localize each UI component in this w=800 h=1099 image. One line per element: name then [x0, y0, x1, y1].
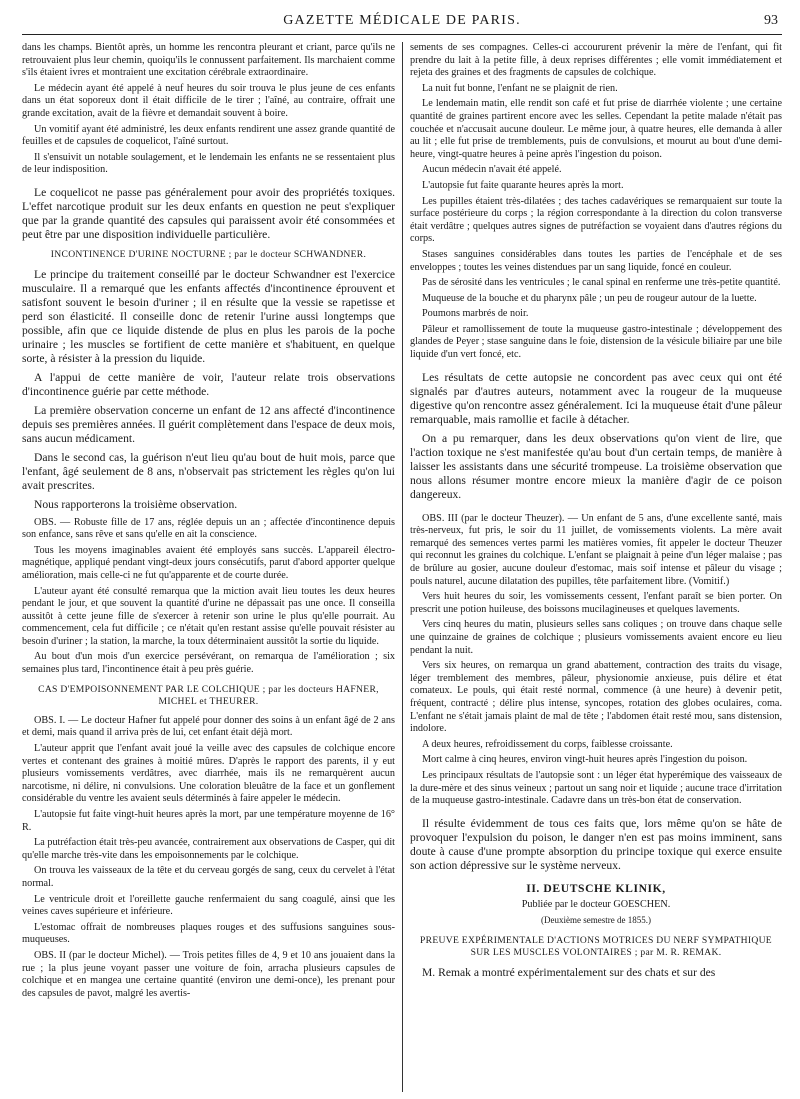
section-heading	[22, 684, 395, 709]
paragraph: sements de ses compagnes. Celles-ci accoururent prévenir la mère de l'enfant, qui fit prendre du lait à la petite fille, à deux reprises différentes ; elle vomit immédiatement et rejeta des graines et des fragments de capsules de colchique.	[410, 42, 782, 79]
paragraph: La première observation concerne un enfant de 12 ans affecté d'incontinence depuis ses premières années. Il guérit complètement dans l'espace de deux mois, sans aucun médicament.	[22, 403, 395, 445]
section-heading: INCONTINENCE D'URINE NOCTURNE ; par le docteur SCHWANDNER.	[50, 248, 367, 260]
journal-heading: II. DEUTSCHE KLINIK,	[526, 881, 666, 895]
paragraph: L'autopsie fut faite vingt-huit heures après la mort, par une température moyenne de 16° R.	[22, 809, 395, 833]
section-heading	[410, 935, 782, 960]
section-heading-line: PREUVE EXPÉRIMENTALE D'ACTIONS MOTRICES DU NERF SYMPATHIQUE	[420, 934, 772, 946]
paragraph: Un vomitif ayant été administré, les deux enfants rendirent une assez grande quantité de feuilles et de capsules de coquelicot, l'aîné surtout.	[22, 123, 395, 148]
paragraph: Nous rapporterons la troisième observation.	[34, 497, 238, 511]
section-heading-line: CAS D'EMPOISONNEMENT PAR LE COLCHIQUE ; par les docteurs HAFNER,	[38, 683, 379, 695]
paragraph: Le coquelicot ne passe pas généralement pour avoir des propriétés toxiques. L'effet narcotique produit sur les deux enfants en question ne peut s'expliquer que par la grande quantité des capsules qui paraissent avoir été consommées et peut être par une disposition individuelle particulière.	[22, 185, 395, 241]
paragraph: Vers cinq heures du matin, plusieurs selles sans coliques ; on trouve dans chaque selle une quinzaine de graines de colchique ; plusieurs vomissements avaient encore eu lieu pendant la nuit.	[410, 619, 782, 656]
paragraph: Le médecin ayant été appelé à neuf heures du soir trouva le plus jeune de ces enfants dans un état soporeux dont il était difficile de le tirer ; l'aîné, au contraire, offrait une grande excitation, avait de la fièvre et demandait souvent à boire.	[22, 82, 395, 119]
paragraph: OBS. II (par le docteur Michel). — Trois petites filles de 4, 9 et 10 ans jouaient dans la rue ; la plus jeune voyant passer une voiture de foin, arracha plusieurs capsules de colchique et en mangea une certaine quantité (environ une demi-once), les prenant pour des capsules de pavot, malgré les avertis-	[22, 949, 395, 999]
journal-title: GAZETTE MÉDICALE DE PARIS.	[283, 13, 521, 28]
section-heading-line: SUR LES MUSCLES VOLONTAIRES ; par M. R. REMAK.	[470, 947, 722, 959]
paragraph: A deux heures, refroidissement du corps, faiblesse croissante.	[422, 738, 673, 750]
paragraph: A l'appui de cette manière de voir, l'auteur relate trois observations d'incontinence guérie par cette méthode.	[22, 370, 395, 398]
paragraph: L'auteur ayant été consulté remarqua que la miction avait lieu toutes les deux heures pendant le jour, et que souvent la quantité d'urine ne dépassait pas une once. Il conseilla aussitôt à cette jeune fille de s'exercer à retenir son urine le plus qu'elle pourrait. Au commencement, cela fut difficile ; ce n'était qu'en restant assise qu'elle pouvait résister au besoin d'uriner ; la station, la marche, la toux déterminaient aussitôt la sortie du liquide.	[22, 585, 395, 647]
paragraph: Vers six heures, on remarqua un grand abattement, contraction des traits du visage, léger tremblement des membres, pâleur, physionomie anxieuse, puis délire et état comateux. Le pouls, qui était resté normal, commence (à une heure) à devenir petit, fréquent, contracté ; délire plus intense, syncopes, rotation des globes oculaires, coma. L'enfant ne s'était jamais plaint de mal de tête ; l'abdomen était resté mou, sans distension, indolore.	[410, 660, 782, 735]
page-number: 93	[764, 13, 778, 28]
paragraph: L'auteur apprit que l'enfant avait joué la veille avec des capsules de colchique encore vertes et contenant des graines à moitié mûres. D'après le rapport des parents, il y eut plusieurs vomissements verdâtres, avec diarrhée, mais ils ne remarquèrent aucun narcotisme, ni délire, ni convulsions. Une coloration bleuâtre de la face et un gonflement considérable du ventre les avaient seuls déterminés à faire appeler le médecin.	[22, 743, 395, 805]
paragraph: Les résultats de cette autopsie ne concordent pas avec ceux qui ont été signalés par d'autres auteurs, notamment avec la rougeur de la muqueuse digestive qu'on rencontre assez généralement. Ici la muqueuse était d'une pâleur remarquable, mais ramollie et facile à détacher.	[410, 370, 782, 426]
paragraph: La putréfaction était très-peu avancée, contrairement aux observations de Casper, qui dit qu'elle marche très-vite dans les empoisonnements par le colchique.	[22, 837, 395, 861]
paragraph: Dans le second cas, la guérison n'eut lieu qu'au bout de huit mois, parce que l'enfant, âgé seulement de 8 ans, n'observait pas strictement les règles qu'on lui avait prescrites.	[22, 450, 395, 492]
paragraph: Tous les moyens imaginables avaient été employés sans succès. L'appareil électro-magnétique, appliqué pendant vingt-deux jours consécutifs, parut d'abord apporter quelque amélioration, mais celle-ci ne fut qu'apparente et de courte durée.	[22, 544, 395, 581]
paragraph: On a pu remarquer, dans les deux observations qu'on vient de lire, que l'action toxique ne s'est manifestée qu'au bout d'un certain temps, de manière à laisser les assistants dans une sécurité trompeuse. La troisième observation que nous allons résumer montre encore mieux la manière d'agir de ce poison dangereux.	[410, 431, 782, 501]
paragraph: dans les champs. Bientôt après, un homme les rencontra pleurant et criant, parce qu'ils ne retrouvaient plus leur chemin, quoiqu'ils le connussent parfaitement. Ils marchaient comme s'ils étaient ivres et montraient une excitation cérébrale extraordinaire.	[22, 42, 395, 79]
left-column	[22, 42, 395, 1092]
paragraph: Mort calme à cinq heures, environ vingt-huit heures après l'ingestion du poison.	[422, 754, 748, 766]
column-divider	[402, 42, 403, 1092]
paragraph: OBS. III (par le docteur Theuzer). — Un enfant de 5 ans, d'une excellente santé, mais très-nerveux, fut pris, le soir du 11 juillet, de vomissements violents. La mère avait remarqué des semences vertes parmi les matières vomies, fit appeler le docteur Theuzer qui reconnut les graines du colchique. L'enfant se plaignait à peine d'un léger malaise ; pas de brûlure au gosier, aucune douleur d'estomac, mais soif intense et pâleur du visage ; pouls naturel, aucune dilatation des pupilles, tête parfaitement libre. (Vomitif.)	[410, 512, 782, 587]
paragraph: Le principe du traitement conseillé par le docteur Schwandner est l'exercice musculaire. Il a remarqué que les enfants affectés d'incontinence éprouvent et satisfont souvent le besoin d'uriner ; il en résulte que la vessie se rapetisse et perd son élasticité. Il conseille donc de retenir l'urine aussi longtemps que possible, afin que ce liquide distende de plus en plus les parois de la poche urinaire ; les muscles se fortifient de cette manière et s'habituent, en quelque sorte, à résister à la pression du liquide.	[22, 267, 395, 365]
running-header	[22, 12, 782, 35]
paragraph: Les pupilles étaient très-dilatées ; des taches cadavériques se remarquaient sur toute la surface postérieure du corps ; la région correspondante à la direction du colon transverse était verdâtre ; quelques autres signes de putréfaction se voyaient dans d'autres régions du corps.	[410, 195, 782, 245]
paragraph: Aucun médecin n'avait été appelé.	[422, 164, 562, 176]
paragraph: Il résulte évidemment de tous ces faits que, lors même qu'on se hâte de provoquer l'expulsion du poison, le danger n'en est pas moins imminent, sans doute à cause d'une prompte absorption du principe toxique qui exerce ensuite son action dépressive sur le système nerveux.	[410, 816, 782, 872]
paragraph: M. Remak a montré expérimentalement sur des chats et sur des	[422, 965, 716, 979]
paragraph: L'estomac offrait de nombreuses plaques rouges et des suffusions sanguines sous-muqueuses.	[22, 921, 395, 946]
paragraph: L'autopsie fut faite quarante heures après la mort.	[422, 179, 624, 191]
paragraph: OBS. — Robuste fille de 17 ans, réglée depuis un an ; affectée d'incontinence depuis son enfance, sans rêve et sans qu'elle en ait la conscience.	[22, 516, 395, 541]
paragraph: Poumons marbrés de noir.	[422, 308, 529, 320]
publisher-line: Publiée par le docteur GOESCHEN.	[521, 899, 671, 911]
paragraph: Le ventricule droit et l'oreillette gauche renfermaient du sang coagulé, ainsi que les veines caves supérieure et inférieure.	[22, 893, 395, 918]
paragraph: Muqueuse de la bouche et du pharynx pâle ; un peu de rougeur autour de la luette.	[422, 292, 757, 304]
paragraph: On trouva les vaisseaux de la tête et du cerveau gorgés de sang, ceux du cervelet à l'état normal.	[22, 865, 395, 889]
semester-line: (Deuxième semestre de 1855.)	[541, 914, 651, 925]
right-column	[410, 42, 782, 1092]
paragraph: Pâleur et ramollissement de toute la muqueuse gastro-intestinale ; développement des glandes de Peyer ; stase sanguine dans le foie, distension de la vésicule biliaire par une bile liquide d'un vert foncé, etc.	[410, 323, 782, 361]
paragraph: Vers huit heures du soir, les vomissements cessent, l'enfant paraît se bien porter. On prescrit une potion huileuse, des boissons mucilagineuses et quelques lavements.	[410, 591, 782, 615]
paragraph: Il s'ensuivit un notable soulagement, et le lendemain les enfants ne se ressentaient plus de leur indisposition.	[22, 151, 395, 176]
paragraph: Pas de sérosité dans les ventricules ; le canal spinal en renferme une très-petite quantité.	[422, 277, 781, 289]
section-heading-line: MICHEL et THEURER.	[158, 696, 259, 708]
paragraph: Stases sanguines considérables dans toutes les parties de l'encéphale et de ses enveloppes ; toutes les veines distendues par un sang liquide, foncé en couleur.	[410, 248, 782, 273]
paragraph: Le lendemain matin, elle rendit son café et fut prise de diarrhée violente ; une certaine quantité de graines partirent encore avec les selles. Cependant la petite malade n'était pas couchée et n'accusait aucune douleur. Le même jour, à quatre heures, elle demanda à aller au lit ; elle fut prise de tremblements, puis de convulsions, et mourut au bout d'une demi-heure, vingt-quatre heures à peine après l'ingestion du poison.	[410, 98, 782, 160]
paragraph: Au bout d'un mois d'un exercice persévérant, on remarqua de l'amélioration ; six semaines plus tard, l'incontinence était à peu près guérie.	[22, 651, 395, 676]
paragraph: OBS. I. — Le docteur Hafner fut appelé pour donner des soins à un enfant âgé de 2 ans et demi, mais quand il arriva près de lui, cet enfant était déjà mort.	[22, 714, 395, 739]
paragraph: La nuit fut bonne, l'enfant ne se plaignit de rien.	[422, 82, 618, 94]
paragraph: Les principaux résultats de l'autopsie sont : un léger état hyperémique des vaisseaux de la dure-mère et des sinus veineux ; partout un sang noir et liquide ; aucune trace d'irritation de la muqueuse gastro-intestinale. Cadavre dans un très-bon état de conservation.	[410, 769, 782, 807]
